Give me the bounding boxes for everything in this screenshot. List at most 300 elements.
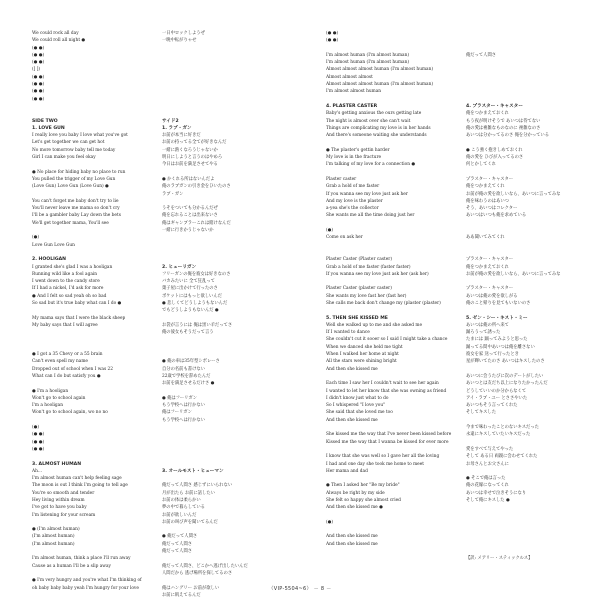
lyric-line: My love is in the fracture xyxy=(326,155,382,161)
lyric-line: ● I got a 35 Chevy or a 55 brain xyxy=(32,352,103,358)
lyric-line xyxy=(162,388,292,395)
lyric-line: 俺をつかまえてくれ xyxy=(466,184,505,190)
lyric-line: うそをついても分かるんだぜ xyxy=(162,206,218,212)
lyric-line: When I walked her home at night xyxy=(326,352,399,358)
lyric-line: I know that she was well so I gave her all the loving xyxy=(326,454,440,460)
lyric-line xyxy=(466,227,594,234)
lyric-line xyxy=(326,307,462,314)
lyric-line: ● Then I asked her "Be my bride" xyxy=(326,483,400,489)
lyric-line xyxy=(162,439,292,446)
lyric-line: (● ●) xyxy=(32,45,45,51)
lyric-line xyxy=(466,512,594,519)
lyric-line: I granted she's glad I was a hooligan xyxy=(32,264,113,270)
lyric-line xyxy=(466,37,594,44)
lyric-line: 俺の彼女もそうだって言う xyxy=(162,330,214,336)
lyric-line xyxy=(326,45,462,52)
lyric-line: もう夜が明けそうで あいつは待てない xyxy=(466,118,541,124)
lyric-line: If you wanna see my love just ask her xyxy=(326,191,408,197)
lyric-line: And then she kissed me xyxy=(326,541,378,547)
lyric-line: (● ●) xyxy=(32,439,45,445)
lyric-line: If I had a nickel, I'd ask for more xyxy=(32,286,104,292)
lyric-line: ● I'm a hooligan xyxy=(32,388,69,394)
lyric-line xyxy=(32,336,150,343)
lyric-line: (● ●) xyxy=(32,432,45,438)
lyric-line: Almost almost almost human (I'm almost human) xyxy=(326,82,434,88)
lyric-line: I'm almost human (I'm almost human) xyxy=(326,52,410,58)
lyric-line: フリーガンの俺を彼女は好きなのさ xyxy=(162,271,231,277)
lyric-line: (● ●) xyxy=(32,446,45,452)
lyric-line: I'm almost human (I'm almost human) xyxy=(326,60,410,66)
lyric-line xyxy=(162,431,292,438)
lyric-line: お前が欲しいんだ xyxy=(162,512,197,518)
lyric-line: She couldn't cut it sooer so I said I might take a chance xyxy=(326,337,448,343)
lyric-line: Ah... xyxy=(32,468,42,474)
lyric-line xyxy=(32,344,150,351)
lyric-line: 【訳: メアリー・スティックルス】 xyxy=(466,556,533,562)
lyric-line: 俺だって人間さ xyxy=(162,541,193,547)
lyric-line: 永遠にキスしていたいキスだった xyxy=(466,432,531,438)
lyric-line xyxy=(466,30,594,37)
lyric-line xyxy=(326,96,462,103)
lyric-line xyxy=(162,344,292,351)
lyric-line: ポケットにはもっと欲しいんだ xyxy=(162,293,222,299)
lyric-line: ラブ・ガン xyxy=(162,191,184,197)
lyric-line: (●) xyxy=(32,425,40,431)
lyric-line: So sad but it's true baby what can I do ● xyxy=(32,300,122,306)
lyric-line xyxy=(32,548,150,555)
lyric-line: (● ●) xyxy=(32,82,45,88)
lyric-line: お前に飢えてるんだ xyxy=(162,592,201,598)
lyric-line xyxy=(326,249,462,256)
lyric-line: バカみたいに 全て狂乱って xyxy=(162,279,215,285)
lyric-line: a-yea she's the collector xyxy=(326,206,379,212)
lyric-line: 一晩中転がりゃせ xyxy=(162,38,197,44)
lyric-line xyxy=(466,249,594,256)
lyric-line: アイ・ラブ・ユー とささやいた xyxy=(466,395,528,401)
lyric-line xyxy=(326,373,462,380)
lyric-line: (I'm almost human) xyxy=(32,541,75,547)
lyric-line xyxy=(162,81,292,88)
lyric-line: 3. オールモスト・ヒューマン xyxy=(162,468,224,474)
lyric-line: そしてキスした xyxy=(466,410,496,416)
lyric-line: I'm almost human can't help feeling sage xyxy=(32,476,122,482)
lyric-line: 俺はギャンブラーこれは賭けなんだ xyxy=(162,220,231,226)
lyric-line xyxy=(326,278,462,285)
lyric-line: Always be right by my side xyxy=(326,490,385,496)
lyric-line: 一緒に行きかうじゃないか xyxy=(162,228,214,234)
lyric-line xyxy=(326,169,462,176)
lyric-line: 22歳で学校を辞めたんだ xyxy=(162,373,211,379)
lyric-line xyxy=(162,110,292,117)
lyric-line: あいつに会うたびに次のデートがしたい xyxy=(466,373,544,379)
lyric-line: ● I'm very hungry and you're what I'm thinking of xyxy=(32,578,142,584)
lyric-line xyxy=(326,526,462,533)
lyric-line: She wants my love fast her (fast her) xyxy=(326,293,407,299)
lyric-line: (● ●) xyxy=(326,38,339,44)
lyric-line: Plaster Caster (plaster caster) xyxy=(326,286,392,292)
lyric-line xyxy=(326,475,462,482)
lyric-line: Girl I can make you feel okay xyxy=(32,155,96,161)
lyric-line xyxy=(466,139,594,146)
lyric-line xyxy=(466,66,594,73)
lyric-line xyxy=(162,446,292,453)
lyric-line: もう学校へは行かない xyxy=(162,417,205,423)
lyrics-japanese-column-right xyxy=(466,30,594,563)
lyric-line xyxy=(32,329,150,336)
lyric-line: あいつは俺の愛を欲しがる xyxy=(466,293,518,299)
lyric-line: She wants me all the time doing just her xyxy=(326,213,415,219)
lyric-line xyxy=(32,453,150,460)
lyric-line: 2. ヒューリガン xyxy=(162,264,197,270)
lyric-line: You pulled the trigger of my Love Gun xyxy=(32,176,116,182)
lyric-line: 俺だって人間さ、どこかへ逃げ出したいんだ xyxy=(162,563,248,569)
lyric-line xyxy=(162,169,292,176)
lyric-line: お前の叫び声を聞いてるんだ xyxy=(162,519,218,525)
lyric-line: Come on ask her xyxy=(326,235,363,241)
lyric-line: And then she kissed me xyxy=(326,534,378,540)
lyric-line xyxy=(326,424,462,431)
lyric-line: Baby's getting anxious the ours getting late xyxy=(326,111,422,117)
lyric-line: あいつもそう言ってくれた xyxy=(466,403,518,409)
lyric-line xyxy=(466,278,594,285)
lyric-line: Running wild like a fool again xyxy=(32,271,98,277)
lyric-line: プラスター・キャスター xyxy=(466,176,514,182)
lyric-line: 俺の花嫁になってくれ xyxy=(466,483,509,489)
lyric-line xyxy=(162,526,292,533)
lyric-line: You can't forget me baby don't try to lie xyxy=(32,198,119,204)
lyric-line xyxy=(162,242,292,249)
lyric-line xyxy=(466,548,594,555)
lyric-line: Won't go to school again xyxy=(32,395,86,401)
lyric-line: お袋が言うには 俺は黒い羊だってさ xyxy=(162,322,233,328)
lyric-line xyxy=(466,519,594,526)
lyric-line xyxy=(466,74,594,81)
lyric-line: 一日中ロックしようぜ xyxy=(162,31,205,36)
lyric-line xyxy=(32,570,150,577)
lyric-line: お前の体は柔らかい xyxy=(162,498,201,503)
lyric-line: 今日はお前を満足させてやる xyxy=(162,162,218,168)
lyric-line: Kissed me the way that I wanna be kissed for ever more xyxy=(326,439,449,445)
lyric-line: I didn't know just what to do xyxy=(326,395,389,401)
lyric-line: 1. LOVE GUN xyxy=(32,125,65,131)
lyric-line: そして ある日 両親に会わせてくれた xyxy=(466,454,538,460)
lyric-line xyxy=(162,103,292,110)
lyric-line: ● こう強く抱きしめておくれ xyxy=(466,147,523,153)
lyric-line xyxy=(162,198,292,205)
lyric-line xyxy=(32,249,150,256)
lyric-line: でもどうしようもないんだ ● xyxy=(162,308,219,314)
lyric-line xyxy=(466,526,594,533)
lyric-line xyxy=(32,191,150,198)
lyric-line xyxy=(466,59,594,66)
lyric-line: I'm listening for your scream xyxy=(32,512,96,518)
lyric-line: Let's get together we can get hot xyxy=(32,140,105,146)
lyric-line xyxy=(32,307,150,314)
lyric-line xyxy=(162,453,292,460)
lyric-line: I'm almost human, think a place I'll run away xyxy=(32,556,131,562)
lyric-line: Grab a hold of me faster (faster faster) xyxy=(326,264,411,270)
lyric-line: 俺のこと帰りを見てもいないのさ xyxy=(466,300,531,306)
lyric-line: (Love Gun) Love Gun (Love Gun) ● xyxy=(32,184,109,190)
lyric-line: 彼女を家 送って行ったとき xyxy=(466,352,519,358)
lyric-line: (● ●) xyxy=(326,31,339,36)
lyric-line: Grab a hold of me faster xyxy=(326,184,380,190)
lyric-line: ああ聞いてみてくれ xyxy=(466,235,505,241)
lyric-line: Hey living within dream xyxy=(32,498,85,503)
lyric-line: 4. プラスター・キャスター xyxy=(466,103,523,109)
lyric-line: 5. THEN SHE KISSED ME xyxy=(326,315,388,321)
lyric-line: サイド2 xyxy=(162,118,179,124)
lyric-line: (● ●) xyxy=(32,74,45,80)
lyric-line: So I whispered "I love you" xyxy=(326,403,386,409)
lyric-line: oh baby baby baby yeah I'm hungry for your love xyxy=(32,585,139,591)
lyric-line: 3. ALMOST HUMAN xyxy=(32,461,82,467)
lyric-line: Her mama and dad xyxy=(326,468,368,474)
lyric-line: 俺だって人間さ 感じずにいられない xyxy=(162,483,233,489)
lyric-line: If you wanna see my love just ask her (ask her) xyxy=(326,271,429,277)
lyric-line: The night is almost over she can't wait xyxy=(326,118,411,124)
lyric-line: 夢の中で暮らしている xyxy=(162,505,205,511)
lyrics-english-column-right xyxy=(326,30,462,548)
lyric-line xyxy=(466,242,594,249)
lyric-line xyxy=(326,446,462,453)
lyric-line xyxy=(466,169,594,176)
lyric-line: When we danced she held me tight xyxy=(326,344,403,350)
lyric-line: ● 俺の車は35年型シボレーさ xyxy=(162,359,220,365)
lyric-line xyxy=(162,424,292,431)
lyric-line xyxy=(466,366,594,373)
lyric-line: (●) xyxy=(326,519,334,525)
lyric-line: ● 俺だって人間さ xyxy=(162,534,198,540)
lyric-line: I've got to have you baby xyxy=(32,505,87,511)
lyric-line: お前を満足させるだけさ ● xyxy=(162,381,215,387)
lyric-line: ● No place for hiding baby no place to run xyxy=(32,169,126,175)
lyric-line xyxy=(162,74,292,81)
lyric-line: We'll get together mama, You'll see xyxy=(32,220,109,226)
lyric-line: She kissed me the way that I've never been kissed before xyxy=(326,432,452,438)
lyric-line xyxy=(162,66,292,73)
lyric-line: (●) xyxy=(326,228,334,234)
lyric-line: Can't even spell my name xyxy=(32,359,88,365)
lyric-line xyxy=(32,161,150,168)
lyric-line: お前の持ってる全てが好きなんだ xyxy=(162,140,227,146)
lyric-line xyxy=(466,81,594,88)
lyric-line: No more tomorrow baby tell me today xyxy=(32,147,116,153)
lyric-line xyxy=(162,475,292,482)
lyric-line: 俺を味わうのはあいつ xyxy=(466,198,509,204)
lyric-line: ● 俺はフーリガン xyxy=(162,395,198,401)
lyric-line: I'm talking of my love for a connection ● xyxy=(326,162,416,168)
lyric-line: 星が輝いてたのさ あいつはキスしたのさ xyxy=(466,359,545,365)
lyric-line: お前が本当に好きだ xyxy=(162,133,201,139)
lyric-line: 4. PLASTER CASTER xyxy=(326,103,378,109)
lyric-line xyxy=(326,242,462,249)
lyric-line: Love Gun Love Gun xyxy=(32,242,75,248)
lyric-line xyxy=(466,45,594,52)
lyric-line xyxy=(162,315,292,322)
lyric-line xyxy=(466,504,594,511)
lyric-line xyxy=(466,468,594,475)
lyric-line xyxy=(32,417,150,424)
lyric-line xyxy=(466,96,594,103)
lyric-line: お前が俺の愛を欲しいなら、あいつに言ってみな xyxy=(466,191,561,197)
lyric-line: We could rock all day xyxy=(32,31,79,36)
lyric-line: そう、あいつはコレクター xyxy=(466,206,518,212)
lyric-line: Cause as a human I'll be a slip away xyxy=(32,563,111,569)
lyric-line: そして俺にキスした ● xyxy=(466,498,510,503)
lyric-line xyxy=(162,336,292,343)
lyric-line: SIDE TWO xyxy=(32,118,58,124)
lyric-line: And my love is the plaster xyxy=(326,198,383,204)
lyric-line xyxy=(466,541,594,548)
lyric-line: Things are complicating my love is in her hands xyxy=(326,125,431,131)
lyric-line: Well she walked up to me and she asked me xyxy=(326,322,423,328)
lyric-line: My baby says that I will agree xyxy=(32,322,98,328)
lyric-line: She felt so happy she almost cried xyxy=(326,498,401,503)
lyric-line: 一緒に熱くなろうじゃないか xyxy=(162,147,218,153)
lyric-line: I'm a hooligan xyxy=(32,403,64,409)
lyric-line xyxy=(466,307,594,314)
lyric-line: あいつは幸せで泣きそうになり xyxy=(466,490,527,496)
lyric-line: 今まで味わったことのないキスだった xyxy=(466,425,539,431)
lyric-line: あいつは俺の所へ来て xyxy=(466,322,509,328)
lyric-line xyxy=(466,417,594,424)
lyric-line: 俺のラブガンの引き金をひいたのさ xyxy=(162,184,231,190)
lyric-line xyxy=(162,577,292,584)
lyric-line xyxy=(32,110,150,117)
lyric-line xyxy=(32,380,150,387)
lyric-line: What can I do but satisfy you ● xyxy=(32,373,101,379)
lyric-line: プラスター・キャスター xyxy=(466,257,514,263)
lyric-line: 5. ゼン・シー・キスト・ミー xyxy=(466,315,528,321)
lyric-line xyxy=(162,96,292,103)
lyric-line xyxy=(32,227,150,234)
lyric-line: Won't go to school again, wo no no xyxy=(32,410,108,416)
lyrics-japanese-column-left xyxy=(162,30,292,599)
lyric-line xyxy=(466,220,594,227)
lyric-line xyxy=(162,59,292,66)
lyric-line: (● ●) xyxy=(32,89,45,95)
lyric-line xyxy=(162,256,292,263)
lyric-line: (● ●) xyxy=(32,96,45,102)
lyric-line: 菓子屋に出かけて行ったのさ xyxy=(162,286,218,292)
lyrics-english-column-left xyxy=(32,30,150,592)
lyric-line: And then she kissed me xyxy=(326,417,378,423)
lyric-line xyxy=(32,519,150,526)
lyric-line: (●) xyxy=(32,235,40,241)
lyric-line: You're so smooth and tender xyxy=(32,490,95,496)
lyric-line: たまには 踊ってみようと思った xyxy=(466,337,528,343)
lyric-line: I really love you baby I love what you've got xyxy=(32,133,128,139)
lyric-line: 踊ろうって誘った xyxy=(466,330,501,336)
lyric-line: Almost almost almost xyxy=(326,74,373,80)
lyric-line: お前が俺の愛を欲しいなら、あいつに言ってみな xyxy=(466,271,561,277)
lyric-line: 俺をつかまえておくれ xyxy=(466,111,509,117)
lyric-line xyxy=(32,103,150,110)
lyric-line: Almost almost almost human (I'm almost human) xyxy=(326,67,434,73)
lyric-line xyxy=(466,88,594,95)
lyric-line: And then she kissed me ● xyxy=(326,505,383,511)
lyric-line: 人間だから 逃げ場所を探してるのさ xyxy=(162,570,233,576)
lyric-line: 何とかしてくれ xyxy=(466,162,497,168)
lyric-line xyxy=(162,461,292,468)
lyric-line xyxy=(466,533,594,540)
lyric-line xyxy=(326,512,462,519)
lyric-line: 愛をすべて与えてやった xyxy=(466,446,514,452)
lyric-line: You'll never leave me mama so don't cry xyxy=(32,206,120,212)
lyric-line: We could roll all night ● xyxy=(32,38,86,44)
page-footer-catalog-number: （VIP-5504~6） － 8 － xyxy=(268,586,332,592)
lyric-line: She calls me back don't change my (plaster (plaster) xyxy=(326,300,441,306)
lyric-line: ● (I'm almost human) xyxy=(32,527,80,533)
lyric-line xyxy=(162,555,292,562)
lyric-line: (I'm almost human) xyxy=(32,534,75,540)
lyric-line: And then she kissed me xyxy=(326,366,378,372)
lyric-line: I'm almost almost human xyxy=(326,89,382,95)
lyric-line: ● And I felt so sad yeah oh so bad xyxy=(32,293,107,299)
lyric-line xyxy=(162,234,292,241)
lyric-line xyxy=(162,249,292,256)
lyric-line: 自分の名前も書けない xyxy=(162,366,205,372)
lyric-line: 俺だって人間さ xyxy=(162,549,193,555)
lyric-line: 1. ラブ・ガン xyxy=(162,125,192,131)
lyric-line: 踊ってる間中あいつは俺を離さない xyxy=(466,344,535,350)
lyric-line: ● 悲しくてどうしようもないんだ xyxy=(162,300,228,306)
lyric-line: プラスター・キャスター xyxy=(466,286,514,292)
lyric-line: ● かくれる所はないんだよ xyxy=(162,176,215,182)
lyric-line: 俺の愛は複雑なものなのに 複雑なのさ xyxy=(466,125,541,131)
lyric-line: 俺の愛を ひびが入ってるのさ xyxy=(466,155,524,161)
lyric-line: My mama says that I were the black sheep xyxy=(32,315,126,321)
lyric-line xyxy=(326,139,462,146)
lyric-line: あいつはいつも俺を求めている xyxy=(466,213,527,219)
lyric-line: I'll be a gambler baby Lay down the bets xyxy=(32,213,121,219)
lyric-line: I had and one day she took me home to meet xyxy=(326,461,424,467)
lyric-line: 俺をつかまえておくれ xyxy=(466,264,509,270)
lyric-line: And there's someone waiting she understands xyxy=(326,133,427,139)
lyric-line: どうしていいのか分からなくて xyxy=(466,388,527,394)
lyric-line: Dropped out of school when I was 22 xyxy=(32,366,113,372)
lyric-line: She said that she loved me too xyxy=(326,410,393,416)
lyric-line: (● ●) xyxy=(32,52,45,58)
lyric-line: もう学校へは行かない xyxy=(162,403,205,409)
lyric-line: 俺だって人間さ xyxy=(466,52,497,58)
lyric-line: 俺はフーリガン xyxy=(162,410,192,416)
lyric-line: If I wanted to dance xyxy=(326,330,370,336)
lyric-line: ● The plaster's gettin harder xyxy=(326,147,390,153)
lyric-line: 明日にしようと言うのはやめろ xyxy=(162,155,223,161)
lyric-line xyxy=(162,52,292,59)
lyric-line: あいつとは友だち以上になりたかったんだ xyxy=(466,381,548,387)
lyric-line: あいつは分かってるのさ 俺を分かっている xyxy=(466,133,550,139)
lyric-line xyxy=(162,88,292,95)
lyric-line: 2. HOOLIGAN xyxy=(32,257,67,263)
lyric-line xyxy=(162,45,292,52)
lyric-line xyxy=(466,439,594,446)
lyric-line: 俺はハングリー お前が欲しい xyxy=(162,585,220,591)
lyric-line: 月が出たら お前に話したい xyxy=(162,490,215,496)
lyric-line: 俺を忘れることは出来ないさ xyxy=(162,213,218,219)
lyric-line: ● そこで俺は言った xyxy=(466,476,506,482)
lyric-line: (● ●) xyxy=(32,60,45,66)
lyric-line: I went down to the candy store xyxy=(32,279,100,285)
lyric-line xyxy=(326,220,462,227)
lyric-line: Plaster Caster (Plaster caster) xyxy=(326,257,393,263)
lyric-line xyxy=(162,351,292,358)
lyric-line: Plaster caster xyxy=(326,176,357,182)
lyric-line: The moon is out I think I'm going to tell age xyxy=(32,483,128,489)
lyric-line: All the stars were shining bright xyxy=(326,359,397,365)
